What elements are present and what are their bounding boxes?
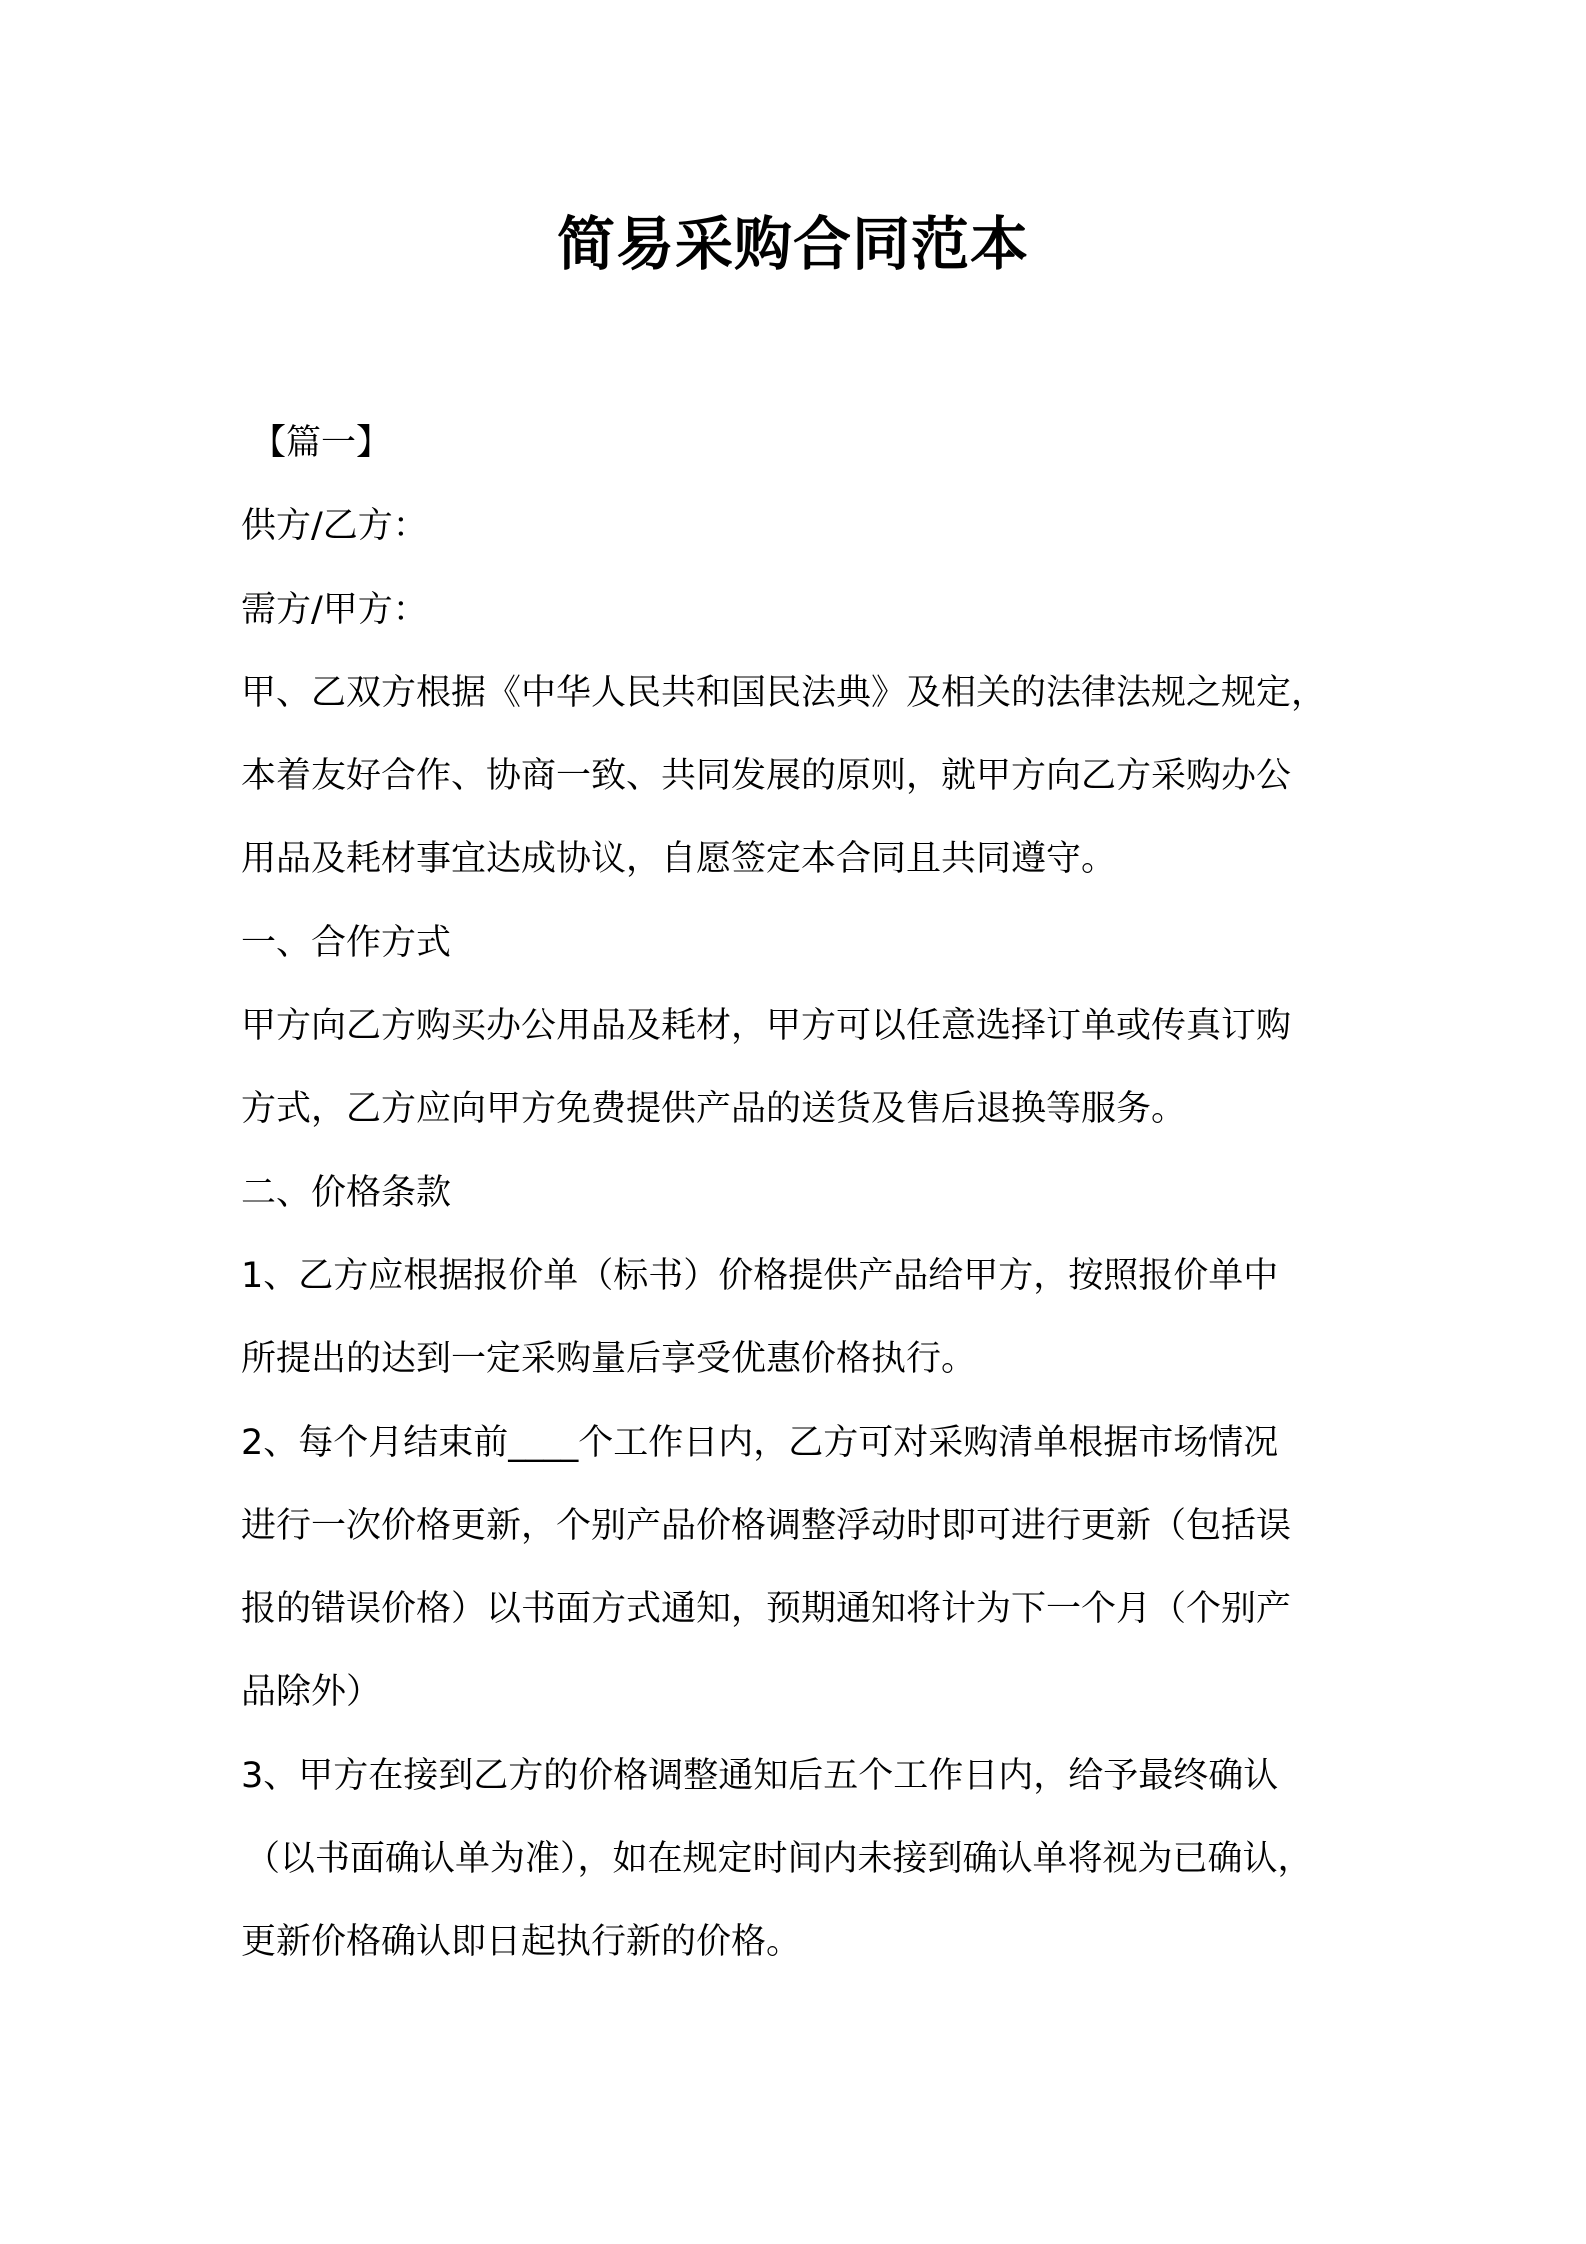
price-clause-2-line-2: 进行一次价格更新，个别产品价格调整浮动时即可进行更新（包括误: [241, 1505, 1292, 1546]
section-heading-part-one: 【篇一】: [251, 423, 392, 463]
preamble-line-1: 甲、乙双方根据《中华人民共和国民法典》及相关的法律法规之规定，: [241, 672, 1327, 713]
price-clause-1-line-2: 所提出的达到一定采购量后享受优惠价格执行。: [241, 1339, 977, 1380]
price-clause-3-line-3: 更新价格确认即日起执行新的价格。: [241, 1922, 802, 1963]
price-clause-1-line-1: 1、乙方应根据报价单（标书）价格提供产品给甲方，按照报价单中: [241, 1255, 1279, 1296]
document-body: [241, 402, 1361, 1985]
preamble-line-3: 用品及耗材事宜达成协议，自愿签定本合同且共同遵守。: [241, 839, 1117, 880]
price-clause-2-line-4: 品除外）: [241, 1672, 382, 1713]
cooperation-line-2: 方式，乙方应向甲方免费提供产品的送货及售后退换等服务。: [241, 1089, 1187, 1130]
preamble-line-2: 本着友好合作、协商一致、共同发展的原则，就甲方向乙方采购办公: [241, 756, 1292, 797]
section-heading-price: 二、价格条款: [241, 1172, 452, 1213]
buyer-party-line: 需方/甲方：: [241, 589, 428, 630]
cooperation-line-1: 甲方向乙方购买办公用品及耗材，甲方可以任意选择订单或传真订购: [241, 1006, 1292, 1047]
price-clause-2-line-1: 2、每个月结束前____个工作日内，乙方可对采购清单根据市场情况: [241, 1422, 1279, 1463]
price-clause-3-line-1: 3、甲方在接到乙方的价格调整通知后五个工作日内，给予最终确认: [241, 1755, 1279, 1796]
price-clause-2-line-3: 报的错误价格）以书面方式通知，预期通知将计为下一个月（个别产: [241, 1589, 1292, 1630]
document-title: 简易采购合同范本: [556, 210, 1029, 278]
section-heading-cooperation: 一、合作方式: [241, 922, 452, 963]
price-clause-3-line-2: （以书面确认单为准），如在规定时间内未接到确认单将视为已确认，: [245, 1839, 1313, 1880]
supplier-party-line: 供方/乙方：: [241, 506, 428, 547]
